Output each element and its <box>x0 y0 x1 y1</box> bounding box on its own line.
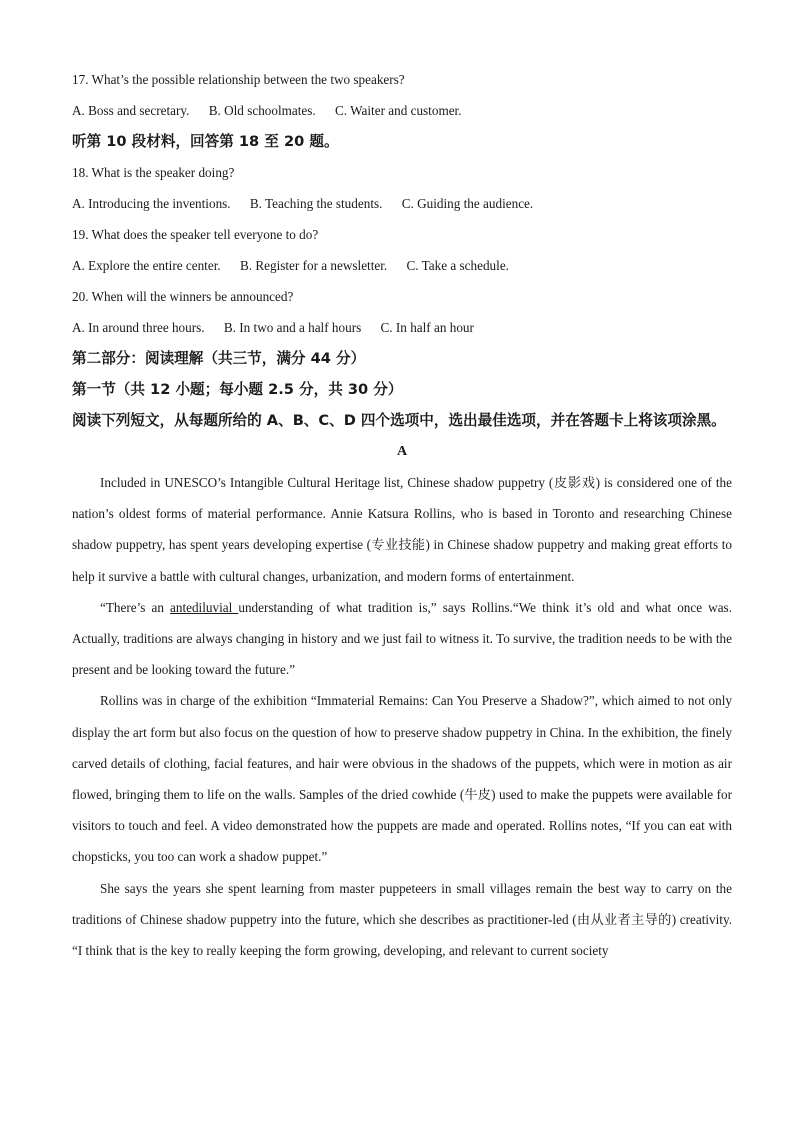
option-a: A. Explore the entire center. <box>72 258 221 273</box>
question-17-options <box>72 95 732 126</box>
option-a: A. Introducing the inventions. <box>72 196 231 211</box>
question-17: 17. What’s the possible relationship between the two speakers? <box>72 72 405 87</box>
question-18: 18. What is the speaker doing? <box>72 165 235 180</box>
passage-paragraph-1: Included in UNESCO’s Intangible Cultural Heritage list, Chinese shadow puppetry (皮影戏) is considered one of the nation’s oldest forms of material performance. Annie Katsura Rollins, who is based in Toronto and researching Chinese shadow puppetry, has spent years developing expertise (专业技能) in Chinese shadow puppetry and making great efforts to help it survive a battle with cultural changes, urbanization, and modern forms of entertainment. <box>72 475 732 584</box>
question-20: 20. When will the winners be announced? <box>72 289 294 304</box>
question-19: 19. What does the speaker tell everyone to do? <box>72 227 319 242</box>
reading-instructions: 阅读下列短文，从每题所给的 A、B、C、D 四个选项中，选出最佳选项，并在答题卡上将该项涂黑。 <box>72 412 726 429</box>
option-c: C. Take a schedule. <box>406 258 509 273</box>
option-c: C. In half an hour <box>380 320 474 335</box>
option-c: C. Waiter and customer. <box>335 103 462 118</box>
option-c: C. Guiding the audience. <box>401 196 534 211</box>
p2-text-start: “There’s an <box>100 599 170 615</box>
underlined-word: antediluvial <box>170 599 239 615</box>
option-a: A. In around three hours. <box>72 320 205 335</box>
document-page <box>72 64 732 966</box>
p2-text-end: understanding of what tradition is,” says Rollins.“We think it’s old and what once was. Actually, traditions are always changing in history and we just fail to witness it. To survive, the tradition needs to be with the present and be looking toward the future.” <box>72 599 732 678</box>
question-20-options <box>72 312 732 343</box>
option-b: B. Register for a newsletter. <box>239 258 388 273</box>
passage-title: A <box>396 444 408 459</box>
question-19-options <box>72 250 732 281</box>
option-b: B. In two and a half hours <box>223 320 362 335</box>
passage-paragraph-3: Rollins was in charge of the exhibition “Immaterial Remains: Can You Preserve a Shadow?”, which aimed to not only display the art form but also focus on the question of how to preserve shadow puppetry in China. In the exhibition, the finely carved details of clothing, facial features, and hair were obvious in the shadows of the puppets, which were in motion as air flowed, bringing them to life on the walls. Samples of the dried cowhide (牛皮) used to make the puppets were available for visitors to touch and feel. A video demonstrated how the puppets are made and operated. Rollins notes, “If you can eat with chopsticks, you too can work a shadow puppet.” <box>72 693 732 865</box>
passage-paragraph-2 <box>72 592 732 686</box>
part-2-heading: 第二部分：阅读理解（共三节，满分 44 分） <box>72 350 366 367</box>
question-18-options <box>72 188 732 219</box>
section-1-heading: 第一节（共 12 小题；每小题 2.5 分，共 30 分） <box>72 381 403 398</box>
option-a: A. Boss and secretary. <box>72 103 190 118</box>
option-b: B. Old schoolmates. <box>208 103 316 118</box>
section-10-heading: 听第 10 段材料，回答第 18 至 20 题。 <box>72 133 339 150</box>
option-b: B. Teaching the students. <box>249 196 383 211</box>
passage-paragraph-4: She says the years she spent learning from master puppeteers in small villages remain the best way to carry on the traditions of Chinese shadow puppetry into the future, which she describes as practitioner-led (由从业者主导的) creativity. “I think that is the key to really keeping the form growing, developing, and relevant to current society <box>72 880 732 959</box>
